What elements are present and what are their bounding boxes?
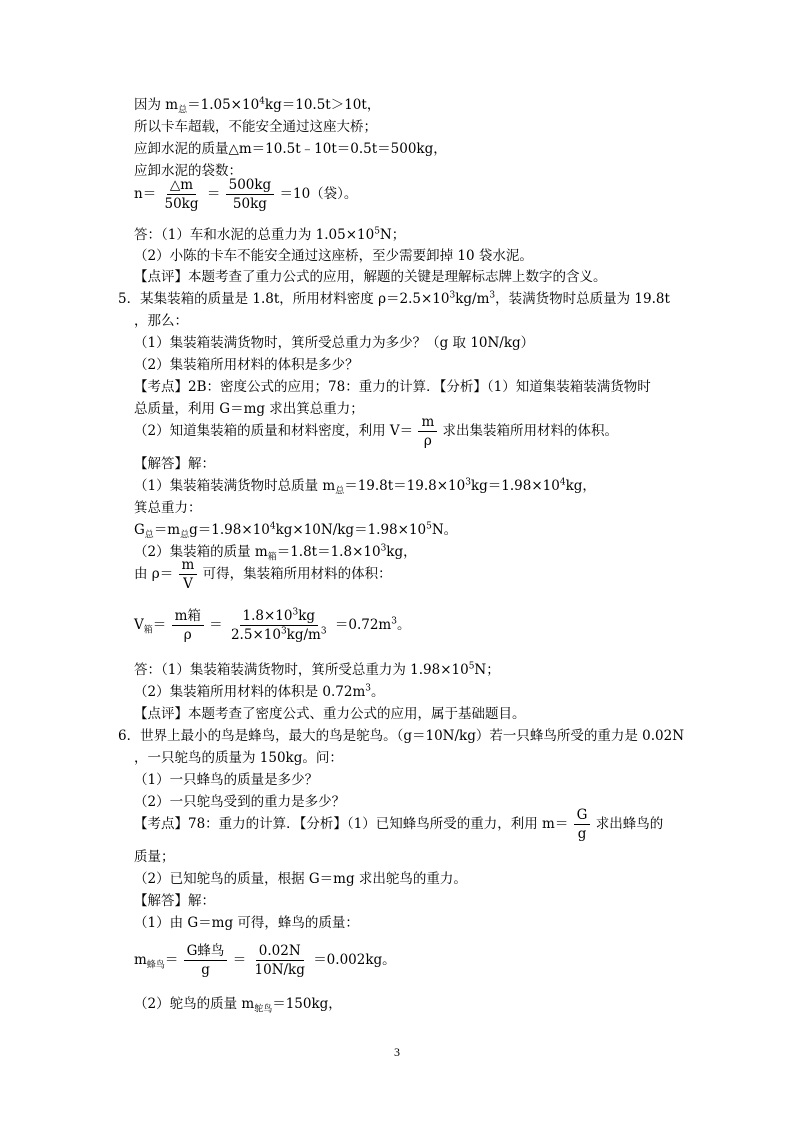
- answer-line: 答：（1）车和水泥的总重力为 $1.05\times 10^5N$；: [134, 226, 406, 243]
- knowledge-point: 【考点】2B：密度公式的应用；78：重力的计算．【分析】（1）知道集装箱装满货物时: [134, 379, 651, 395]
- review-line: 【点评】本题考查了密度公式、重力公式的应用，属于基础题目。: [134, 706, 526, 722]
- question-5-stem: ，那么：: [134, 313, 188, 329]
- solution-line: （1）集装箱装满货物时总质量 $m_总=19.8t=19.8\times 10^3kg=1.98\times 10^4kg$，: [134, 477, 596, 497]
- fraction: $\frac{G}{g}$: [574, 807, 591, 842]
- solution-heading: 【解答】解：: [134, 893, 215, 909]
- fraction: $\frac{m}{\rho}$: [418, 414, 437, 449]
- sub-question: （2）一只鸵鸟受到的重力是多少？: [134, 794, 346, 810]
- text-line: 因为 $m_总=1.05\times 10^4kg=10.5t>10t$，: [134, 96, 381, 116]
- solution-line: （1）由 G＝mg 可得，蜂鸟的质量：: [134, 915, 359, 931]
- formula-mass: $m_{蜂鸟}=$ $\frac{\text{G蜂鸟}}{g}$ ＝ $\frac{0.02N}{10N/kg}$ ＝0.002kg。: [134, 943, 396, 978]
- knowledge-point: （2）知道集装箱的质量和材料密度，利用 V＝ $\frac{m}{\rho}$ 求出集装箱所用材料的体积。: [134, 414, 619, 449]
- sub-question: （1）集装箱装满货物时，箕所受总重力为多少？（g 取 10N/kg）: [134, 335, 535, 351]
- text-line: 所以卡车超载，不能安全通过这座大桥；: [134, 119, 377, 135]
- fraction: $\frac{0.02N}{10N/kg}$: [254, 943, 305, 978]
- solution-line: （2）集装箱的质量 $m_箱=1.8t=1.8\times 10^3kg$，: [134, 543, 417, 563]
- fraction: $\frac{\text{m箱}}{\rho}$: [172, 608, 204, 643]
- answer-line: （2）集装箱所用材料的体积是 $0.72m^3$。: [134, 683, 385, 700]
- solution-heading: 【解答】解：: [134, 456, 215, 472]
- solution-line: （2）鸵鸟的质量 $m_{鸵鸟}=150kg$，: [134, 996, 342, 1015]
- formula-bag-count: n＝ $\frac{\triangle m}{50kg}$ ＝ $\frac{500kg}{50kg}$ ＝10（袋）。: [134, 177, 358, 212]
- solution-line: $G_总=m_总g=1.98\times 10^4kg\times 10N/kg=1.98\times 10^5N$。: [134, 521, 458, 541]
- knowledge-point: （2）已知鸵鸟的质量，根据 G＝mg 求出鸵鸟的重力。: [134, 871, 467, 887]
- knowledge-point: 【考点】78：重力的计算．【分析】（1）已知蜂鸟所受的重力，利用 m＝ $\frac{G}{g}$ 求出蜂鸟的: [134, 807, 664, 842]
- solution-line: 箕总重力：: [134, 500, 202, 516]
- fraction: $\frac{500kg}{50kg}$: [226, 177, 275, 212]
- text-line: 应卸水泥的质量△m＝10.5t﹣10t＝0.5t＝500kg，: [134, 141, 447, 157]
- formula-volume: $V_箱=$ $\frac{\text{m箱}}{\rho}$ ＝ $\frac{1.8\times 10^3kg}{2.5\times 10^3kg/m^3}$ $=0.72m^3$。: [134, 607, 411, 643]
- fraction: $\frac{\triangle m}{50kg}$: [164, 177, 199, 212]
- question-6-stem: 6．世界上最小的鸟是蜂鸟，最大的鸟是鸵鸟。（g＝10N/kg）若一只蜂鸟所受的重力是 0.02N: [118, 728, 685, 744]
- page-number: 3: [394, 1045, 400, 1059]
- review-line: 【点评】本题考查了重力公式的应用，解题的关键是理解标志牌上数字的含义。: [134, 269, 607, 285]
- sub-question: （1）一只蜂鸟的质量是多少？: [134, 772, 319, 788]
- fraction: $\frac{\text{G蜂鸟}}{g}$: [184, 943, 228, 978]
- knowledge-point: 总质量，利用 G＝mg 求出箕总重力；: [134, 401, 364, 417]
- question-5-stem: 5．某集装箱的质量是 1.8t，所用材料密度 $\rho=2.5\times 10^3kg/m^3$，装满货物时总质量为 19.8t: [118, 290, 670, 307]
- answer-line: 答：（1）集装箱装满货物时，箕所受总重力为 $1.98\times 10^5N$；: [134, 661, 500, 678]
- sub-question: （2）集装箱所用材料的体积是多少？: [134, 357, 359, 373]
- knowledge-point: 质量；: [134, 849, 175, 865]
- fraction: $\frac{m}{V}$: [179, 557, 198, 592]
- fraction: $\frac{1.8\times 10^3kg}{2.5\times 10^3kg/m^3}$: [230, 607, 327, 643]
- solution-line: 由 ρ＝ $\frac{m}{V}$ 可得，集装箱所用材料的体积：: [134, 557, 392, 592]
- text-line: 应卸水泥的袋数：: [134, 163, 242, 179]
- answer-line: （2）小陈的卡车不能安全通过这座桥，至少需要卸掉 10 袋水泥。: [134, 248, 533, 264]
- question-6-stem: ，一只鸵鸟的质量为 150kg。问：: [134, 750, 343, 766]
